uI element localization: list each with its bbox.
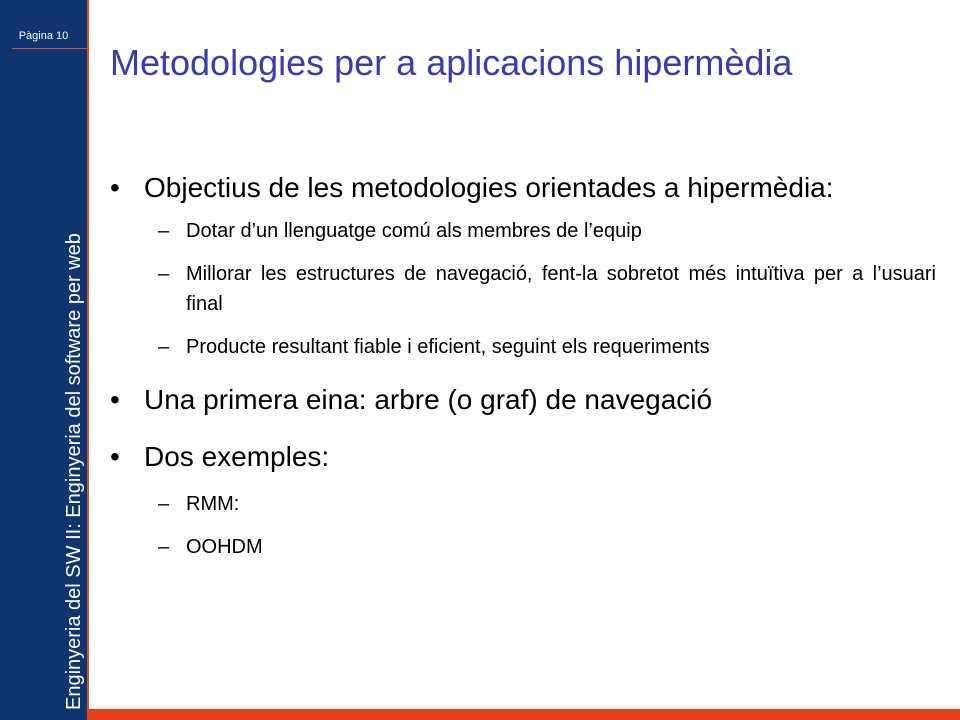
sub-item-text: RMM:: [186, 493, 240, 515]
sub-item-text: Millorar les estructures de navegació, fent-la sobretot més intuïtiva per a l’usuari final: [186, 263, 936, 315]
dash-marker: –: [158, 220, 170, 242]
sub-item: [158, 332, 936, 362]
sub-item-text: Producte resultant fiable i eficient, seguint els requeriments: [186, 336, 710, 358]
page-number-divider: [12, 48, 87, 49]
sub-item: [158, 216, 936, 246]
slide-title: Metodologies per a aplicacions hipermèdia: [110, 42, 793, 83]
sidebar-accent-rule: [87, 0, 89, 720]
bullet-text: Objectius de les metodologies orientades a hipermèdia:: [144, 172, 834, 203]
dash-marker: –: [158, 536, 170, 558]
bullet-item: [110, 168, 936, 207]
bullet-item: [110, 380, 936, 419]
page-number: Pàgina 10: [18, 30, 69, 42]
bullet-marker: •: [110, 384, 120, 415]
slide-content: [110, 168, 936, 562]
sub-item-text: Dotar d’un llenguatge comú als membres de l’equip: [186, 220, 642, 242]
bullet-text: Dos exemples:: [144, 441, 330, 472]
bullet-item: [110, 437, 936, 476]
sub-item: [158, 259, 936, 319]
sub-item-text: OOHDM: [186, 536, 263, 558]
course-title-vertical: Enginyeria del SW II: Enginyeria del software per web: [63, 233, 85, 710]
bottom-accent-rule: [87, 709, 960, 720]
dash-marker: –: [158, 263, 170, 285]
bullet-marker: •: [110, 441, 120, 472]
sidebar: [0, 0, 87, 720]
sub-item: [158, 489, 936, 519]
bullet-text: Una primera eina: arbre (o graf) de navegació: [144, 384, 713, 415]
dash-marker: –: [158, 493, 170, 515]
dash-marker: –: [158, 336, 170, 358]
bullet-marker: •: [110, 172, 120, 203]
sub-item: [158, 532, 936, 562]
